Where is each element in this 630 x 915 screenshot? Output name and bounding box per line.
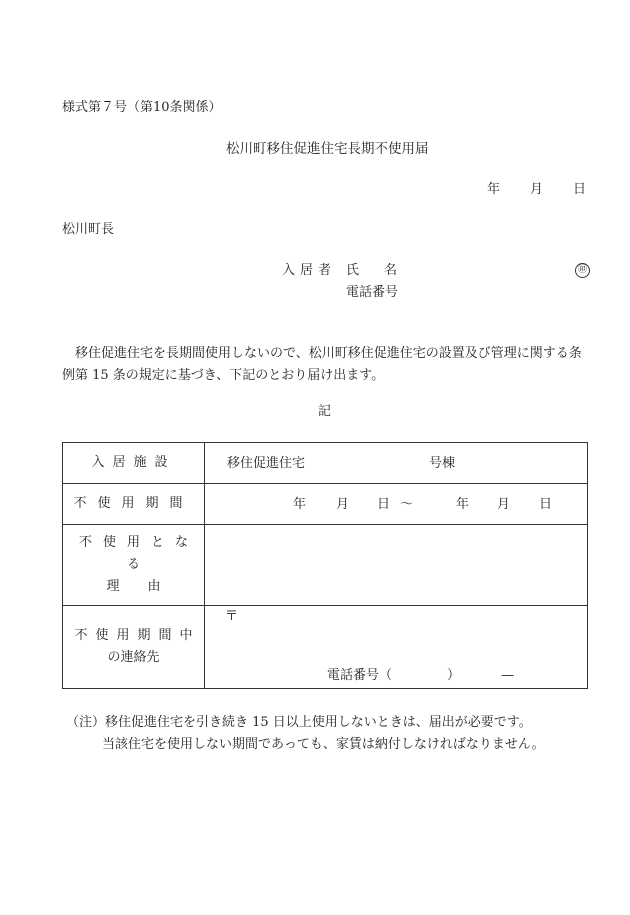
period-start-month: 月	[336, 497, 350, 512]
reason-label: 不使用となる 理由	[63, 525, 205, 606]
period-start-day: 日	[377, 497, 391, 512]
seal-glyph: ㊞	[577, 265, 587, 275]
name-label: 氏名	[346, 263, 423, 278]
table-row	[63, 606, 588, 689]
date-year: 年	[486, 182, 500, 197]
facility-label: 入居施設	[63, 443, 205, 484]
period-end-day: 日	[539, 497, 553, 512]
table-row	[63, 484, 588, 525]
building-suffix: 号棟	[429, 456, 456, 471]
postal-mark: 〒	[225, 609, 239, 624]
period-label: 不使用期間	[63, 484, 205, 525]
addressee: 松川町長	[62, 222, 115, 237]
notes	[66, 712, 545, 756]
note-line-1: （注）移住促進住宅を引き続き 15 日以上使用しないときは、届出が必要です。	[66, 715, 532, 730]
details-table	[62, 442, 588, 689]
period-start-year: 年	[293, 497, 307, 512]
facility-value-cell[interactable]	[205, 443, 588, 484]
period-tilde: 〜	[400, 497, 414, 512]
form-number: 様式第７号（第10条関係）	[62, 100, 222, 115]
document-title: 松川町移住促進住宅長期不使用届	[226, 141, 429, 157]
table-row	[63, 443, 588, 484]
reason-value-cell[interactable]	[205, 525, 588, 606]
submission-date	[487, 183, 586, 196]
note-line-2: 当該住宅を使用しない期間であっても、家賃は納付しなければなりません。	[102, 737, 545, 752]
date-month: 月	[529, 182, 543, 197]
facility-value: 移住促進住宅	[227, 456, 306, 471]
declaration-paragraph: 移住促進住宅を長期間使用しないので、松川町移住促進住宅の設置及び管理に関する条例第 15 条の規定に基づき、下記のとおり届け出ます。	[62, 346, 582, 383]
period-end-year: 年	[456, 497, 470, 512]
contact-phone-close: ）	[447, 668, 461, 683]
period-value-cell[interactable]	[205, 484, 588, 525]
seal-mark	[575, 263, 590, 278]
contact-value-cell[interactable]	[205, 606, 588, 689]
date-day: 日	[572, 182, 586, 197]
applicant-label: 入居者	[282, 263, 337, 278]
contact-phone-label: 電話番号（	[327, 668, 393, 683]
table-row	[63, 525, 588, 606]
applicant-phone-label: 電話番号	[346, 285, 399, 300]
ki-heading: 記	[318, 404, 332, 419]
declaration-text	[62, 343, 590, 387]
contact-label: 不使用期間中 の連絡先	[63, 606, 205, 689]
period-end-month: 月	[497, 497, 511, 512]
contact-phone-dash: —	[501, 668, 514, 683]
